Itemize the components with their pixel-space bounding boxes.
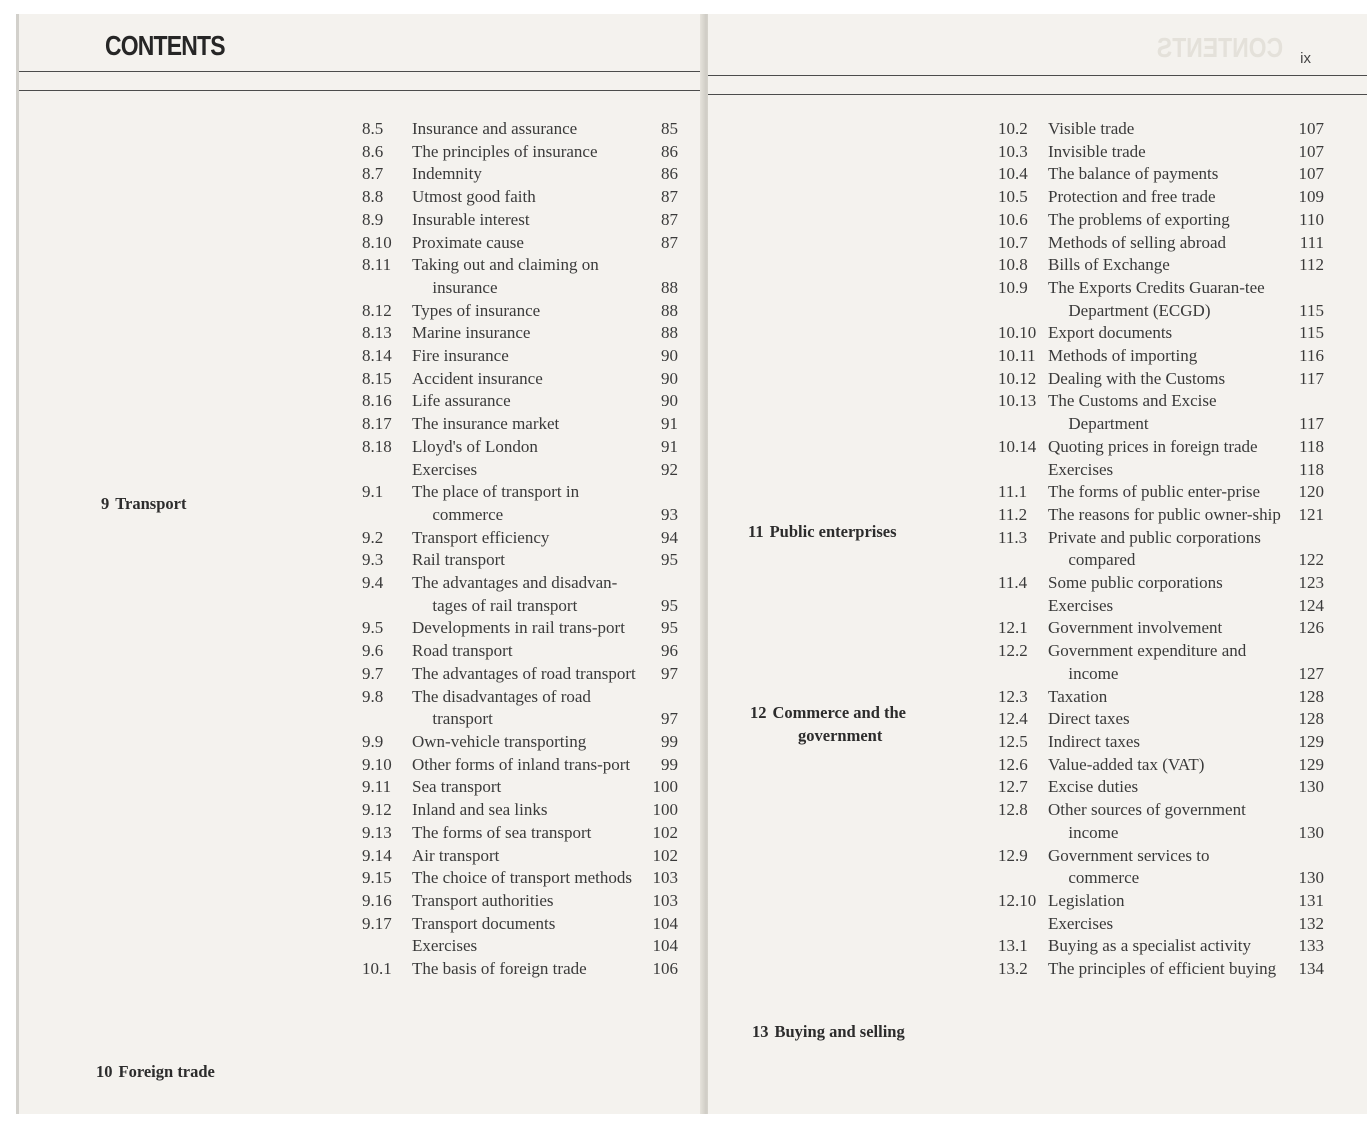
section-title: Indirect taxes [1048, 731, 1141, 751]
toc-entry [998, 232, 1324, 255]
page-ref: 115 [1299, 323, 1324, 343]
section-number: 10.5 [998, 187, 1028, 207]
toc-entry [998, 731, 1324, 754]
section-title: The choice of transport methods [412, 868, 632, 888]
section-number: 9.6 [362, 641, 384, 661]
toc-entry [362, 300, 678, 323]
section-number: 12.4 [998, 709, 1028, 729]
page-ref: 123 [1298, 573, 1324, 593]
toc-entry [998, 481, 1324, 504]
section-title: Lloyd's of London [412, 436, 538, 456]
section-number: 12.5 [998, 731, 1028, 751]
toc-exercises-entry [362, 935, 678, 958]
header-rule [19, 71, 711, 72]
section-number: 9.11 [362, 777, 392, 797]
page-ref: 103 [652, 890, 678, 910]
toc-entry [998, 708, 1324, 731]
toc-entry [998, 845, 1324, 890]
section-title: The balance of payments [1048, 164, 1219, 184]
section-title: Proximate cause [412, 232, 524, 252]
page-ref: 88 [661, 277, 678, 297]
section-number: 8.5 [362, 119, 384, 138]
section-title: Exercises [1048, 595, 1114, 615]
section-title: Developments in rail trans-port [412, 618, 625, 638]
toc-entry [998, 890, 1324, 913]
section-number: 13.2 [998, 959, 1028, 979]
section-title: The Exports Credits Guaran-tee Department (ECGD) [1048, 277, 1265, 320]
section-number: 12.1 [998, 618, 1028, 638]
page-ref: 133 [1298, 936, 1324, 956]
toc-entry [362, 390, 678, 413]
right-page [708, 14, 1367, 1114]
header-rule [19, 90, 711, 91]
chapter-title-line2: government [798, 726, 883, 745]
section-number: 10.8 [998, 255, 1028, 275]
chapter-number: 13 [752, 1022, 769, 1041]
page-ref: 107 [1298, 119, 1324, 138]
section-title: Export documents [1048, 323, 1173, 343]
toc-entry [362, 640, 678, 663]
page-ref: 112 [1299, 255, 1324, 275]
page-ref: 122 [1298, 550, 1324, 570]
show-through-heading: CONTENTS [1156, 32, 1284, 63]
toc-entry [362, 663, 678, 686]
section-title: The principles of insurance [412, 141, 598, 161]
page-ref: 110 [1299, 209, 1324, 229]
toc-entry [362, 118, 678, 141]
page-ref: 130 [1298, 777, 1324, 797]
section-title: Accident insurance [412, 368, 543, 388]
toc-entry [998, 345, 1324, 368]
page-ref: 130 [1298, 822, 1324, 842]
section-number: 8.11 [362, 255, 392, 275]
page-ref: 95 [661, 595, 678, 615]
section-title: The forms of public enter-prise [1048, 482, 1261, 502]
section-number: 10.11 [998, 346, 1036, 366]
chapter-title: Buying and selling [774, 1022, 905, 1041]
section-title: Own-vehicle transporting [412, 731, 587, 751]
toc-exercises-entry [998, 913, 1324, 936]
section-title: Buying as a specialist activity [1048, 936, 1252, 956]
toc-entry [998, 118, 1324, 141]
toc-entry [998, 163, 1324, 186]
section-number: 9.17 [362, 913, 392, 933]
section-number: 10.10 [998, 323, 1037, 343]
section-title: Fire insurance [412, 346, 509, 366]
section-title: Rail transport [412, 550, 506, 570]
section-number: 10.1 [362, 959, 392, 979]
section-number: 11.4 [998, 573, 1028, 593]
page-ref: 129 [1298, 731, 1324, 751]
toc-entry [362, 368, 678, 391]
toc-entry [998, 935, 1324, 958]
section-title: Utmost good faith [412, 187, 536, 207]
page-ref: 132 [1298, 913, 1324, 933]
section-number: 9.8 [362, 686, 384, 706]
page-ref: 86 [661, 141, 678, 161]
toc-entry [998, 799, 1324, 844]
toc-entry [362, 481, 678, 526]
chapter-number: 12 [750, 703, 767, 722]
section-title: Exercises [412, 459, 478, 479]
section-number: 9.4 [362, 573, 384, 593]
page-ref: 90 [661, 346, 678, 366]
chapter-title: Foreign trade [118, 1062, 215, 1081]
section-number: 9.1 [362, 482, 384, 502]
section-number: 10.4 [998, 164, 1028, 184]
chapter-heading [752, 1020, 905, 1043]
page-ref: 97 [661, 663, 678, 683]
section-number: 10.3 [998, 141, 1028, 161]
section-number: 8.9 [362, 209, 384, 229]
page-ref: 116 [1299, 346, 1324, 366]
chapter-heading [748, 520, 897, 543]
toc-entry [998, 504, 1324, 527]
toc-entry [998, 958, 1324, 981]
toc-entry [998, 617, 1324, 640]
section-title: The basis of foreign trade [412, 959, 587, 979]
page-ref: 126 [1298, 618, 1324, 638]
toc-entry [362, 617, 678, 640]
toc-exercises-entry [362, 459, 678, 482]
section-title: Exercises [412, 936, 478, 956]
section-number: 9.15 [362, 868, 392, 888]
section-number: 9.5 [362, 618, 384, 638]
section-number: 10.14 [998, 436, 1037, 456]
header-rule [708, 75, 1367, 76]
toc-entry [362, 209, 678, 232]
section-title: Other forms of inland trans-port [412, 754, 631, 774]
toc-entry [998, 686, 1324, 709]
section-number: 9.14 [362, 845, 392, 865]
section-title: Dealing with the Customs [1048, 368, 1226, 388]
toc-entry [362, 254, 678, 299]
toc-entry [362, 232, 678, 255]
page-ref: 96 [661, 641, 678, 661]
page-ref: 131 [1298, 890, 1324, 910]
section-title: Quoting prices in foreign trade [1048, 436, 1258, 456]
section-number: 9.2 [362, 527, 384, 547]
toc-entry [362, 754, 678, 777]
page-ref: 106 [652, 959, 678, 979]
section-title: Some public corporations [1048, 573, 1223, 593]
section-title: The forms of sea transport [412, 822, 592, 842]
page-ref: 87 [661, 187, 678, 207]
toc-list [362, 118, 678, 981]
toc-entry [362, 527, 678, 550]
section-number: 9.9 [362, 731, 384, 751]
toc-entry [362, 686, 678, 731]
toc-entry [362, 958, 678, 981]
toc-entry [362, 799, 678, 822]
page-ref: 111 [1299, 232, 1324, 252]
page-ref: 118 [1299, 459, 1324, 479]
page-number: ix [1300, 50, 1311, 67]
chapter-title: Transport [115, 494, 187, 513]
page-ref: 128 [1298, 686, 1324, 706]
section-number: 9.12 [362, 800, 392, 820]
toc-entry [362, 345, 678, 368]
page-ref: 115 [1299, 300, 1324, 320]
page-ref: 87 [661, 209, 678, 229]
section-number: 8.8 [362, 187, 384, 207]
section-title: Indemnity [412, 164, 482, 184]
page-ref: 100 [652, 777, 678, 797]
page-ref: 120 [1298, 482, 1324, 502]
toc-entry [998, 436, 1324, 459]
section-number: 12.2 [998, 641, 1028, 661]
toc-entry [362, 413, 678, 436]
toc-entry [362, 163, 678, 186]
toc-entry [998, 141, 1324, 164]
section-number: 12.10 [998, 890, 1037, 910]
section-title: Life assurance [412, 391, 511, 411]
toc-entry [998, 527, 1324, 572]
section-title: Types of insurance [412, 300, 541, 320]
chapter-number: 9 [101, 494, 110, 513]
chapter-heading [96, 1060, 215, 1083]
section-number: 8.10 [362, 232, 392, 252]
section-title: The principles of efficient buying [1048, 959, 1277, 979]
toc-entry [362, 845, 678, 868]
section-number: 9.7 [362, 663, 384, 683]
page-ref: 130 [1298, 868, 1324, 888]
toc-entry [998, 277, 1324, 322]
section-title: Other sources of government income [1048, 800, 1246, 842]
section-title: The problems of exporting [1048, 209, 1230, 229]
page-ref: 104 [652, 913, 678, 933]
page-ref: 99 [661, 754, 678, 774]
toc-entry [362, 436, 678, 459]
toc-entry [998, 209, 1324, 232]
section-number: 10.13 [998, 391, 1037, 411]
page-ref: 107 [1298, 141, 1324, 161]
toc-entry [998, 572, 1324, 595]
page-ref: 117 [1299, 414, 1324, 434]
section-number: 12.3 [998, 686, 1028, 706]
toc-entry [362, 890, 678, 913]
section-title: Exercises [1048, 459, 1114, 479]
section-number: 10.7 [998, 232, 1028, 252]
toc-exercises-entry [998, 595, 1324, 618]
chapter-number: 11 [748, 522, 764, 541]
page-ref: 127 [1298, 663, 1324, 683]
toc-entry [998, 776, 1324, 799]
section-number: 8.12 [362, 300, 392, 320]
page-ref: 91 [661, 436, 678, 456]
section-title: Inland and sea links [412, 800, 548, 820]
section-title: Private and public corporations compared [1048, 527, 1261, 570]
page-ref: 104 [652, 936, 678, 956]
page-ref: 86 [661, 164, 678, 184]
toc-list [998, 118, 1324, 981]
section-number: 8.15 [362, 368, 392, 388]
section-number: 12.8 [998, 800, 1028, 820]
section-number: 12.6 [998, 754, 1028, 774]
section-title: Bills of Exchange [1048, 255, 1170, 275]
page-ref: 93 [661, 504, 678, 524]
section-title: Transport authorities [412, 890, 554, 910]
toc-entry [998, 754, 1324, 777]
page-ref: 94 [661, 527, 678, 547]
page-ref: 118 [1299, 436, 1324, 456]
section-title: Air transport [412, 845, 500, 865]
page-ref: 91 [661, 414, 678, 434]
section-number: 10.12 [998, 368, 1037, 388]
section-number: 9.13 [362, 822, 392, 842]
section-title: Insurance and assurance [412, 119, 578, 138]
page-ref: 95 [661, 618, 678, 638]
chapter-title: Public enterprises [769, 522, 897, 541]
toc-entry [362, 867, 678, 890]
page-ref: 124 [1298, 595, 1324, 615]
page-ref: 134 [1298, 959, 1324, 979]
section-title: Taking out and claiming on insurance [412, 255, 599, 297]
section-title: Methods of importing [1048, 346, 1198, 366]
page-ref: 121 [1298, 504, 1324, 524]
section-number: 11.1 [998, 482, 1028, 502]
page-ref: 99 [661, 731, 678, 751]
chapter-title: Commerce and the [772, 703, 906, 722]
page-ref: 128 [1298, 709, 1324, 729]
section-title: Government expenditure and income [1048, 641, 1247, 683]
toc-exercises-entry [998, 459, 1324, 482]
page-ref: 109 [1298, 187, 1324, 207]
section-title: Excise duties [1048, 777, 1139, 797]
section-title: Legislation [1048, 890, 1125, 910]
page-ref: 88 [661, 300, 678, 320]
section-title: Insurable interest [412, 209, 530, 229]
contents-heading: CONTENTS [105, 30, 225, 61]
section-number: 8.18 [362, 436, 392, 456]
page-ref: 117 [1299, 368, 1324, 388]
section-title: Visible trade [1048, 119, 1135, 138]
section-title: Protection and free trade [1048, 187, 1216, 207]
section-number: 11.3 [998, 527, 1028, 547]
page-ref: 92 [661, 459, 678, 479]
section-number: 8.13 [362, 323, 392, 343]
toc-entry [362, 186, 678, 209]
section-title: The disadvantages of road transport [412, 686, 591, 729]
toc-entry [998, 368, 1324, 391]
toc-entry [362, 572, 678, 617]
section-number: 9.10 [362, 754, 392, 774]
section-title: Methods of selling abroad [1048, 232, 1226, 252]
section-number: 10.9 [998, 277, 1028, 297]
section-title: Transport efficiency [412, 527, 550, 547]
toc-entry [998, 186, 1324, 209]
page-ref: 129 [1298, 754, 1324, 774]
section-number: 10.6 [998, 209, 1028, 229]
section-number: 10.2 [998, 119, 1028, 138]
left-page [16, 14, 711, 1114]
section-number: 12.9 [998, 845, 1028, 865]
section-number: 8.7 [362, 164, 384, 184]
page-ref: 97 [661, 709, 678, 729]
section-number: 8.17 [362, 414, 392, 434]
section-title: Value-added tax (VAT) [1048, 754, 1205, 774]
section-number: 8.14 [362, 346, 392, 366]
chapter-number: 10 [96, 1062, 113, 1081]
section-number: 11.2 [998, 504, 1028, 524]
toc-entry [362, 822, 678, 845]
section-number: 8.16 [362, 391, 392, 411]
section-title: Transport documents [412, 913, 556, 933]
section-title: Invisible trade [1048, 141, 1146, 161]
page-ref: 102 [652, 822, 678, 842]
toc-entry [362, 913, 678, 936]
section-title: The insurance market [412, 414, 560, 434]
section-title: The place of transport in commerce [412, 482, 580, 524]
page-ref: 88 [661, 323, 678, 343]
page-ref: 90 [661, 391, 678, 411]
toc-entry [998, 254, 1324, 277]
section-title: Exercises [1048, 913, 1114, 933]
section-number: 9.3 [362, 550, 384, 570]
section-number: 12.7 [998, 777, 1028, 797]
header-rule [708, 94, 1367, 95]
toc-entry [998, 640, 1324, 685]
toc-entry [998, 390, 1324, 435]
toc-entry [362, 141, 678, 164]
toc-entry [362, 776, 678, 799]
section-title: Road transport [412, 641, 513, 661]
chapter-heading [750, 701, 906, 747]
page-ref: 87 [661, 232, 678, 252]
section-title: Sea transport [412, 777, 502, 797]
section-title: The advantages of road transport [412, 663, 636, 683]
toc-entry [362, 322, 678, 345]
section-title: The Customs and Excise Department [1048, 391, 1217, 434]
section-number: 13.1 [998, 936, 1028, 956]
page-ref: 100 [652, 800, 678, 820]
section-title: Government involvement [1048, 618, 1223, 638]
page-ref: 103 [652, 868, 678, 888]
page-ref: 95 [661, 550, 678, 570]
section-title: Direct taxes [1048, 709, 1130, 729]
page-ref: 85 [661, 119, 678, 138]
toc-entry [998, 322, 1324, 345]
section-title: Government services to commerce [1048, 845, 1210, 888]
section-number: 8.6 [362, 141, 384, 161]
section-title: The advantages and disadvan-tages of rail transport [412, 573, 618, 615]
section-title: The reasons for public owner-ship [1048, 504, 1281, 524]
page-ref: 102 [652, 845, 678, 865]
toc-entry [362, 731, 678, 754]
section-number: 9.16 [362, 890, 392, 910]
section-title: Taxation [1048, 686, 1108, 706]
section-title: Marine insurance [412, 323, 531, 343]
toc-entry [362, 549, 678, 572]
page-ref: 107 [1298, 164, 1324, 184]
page-ref: 90 [661, 368, 678, 388]
chapter-heading [101, 492, 186, 515]
